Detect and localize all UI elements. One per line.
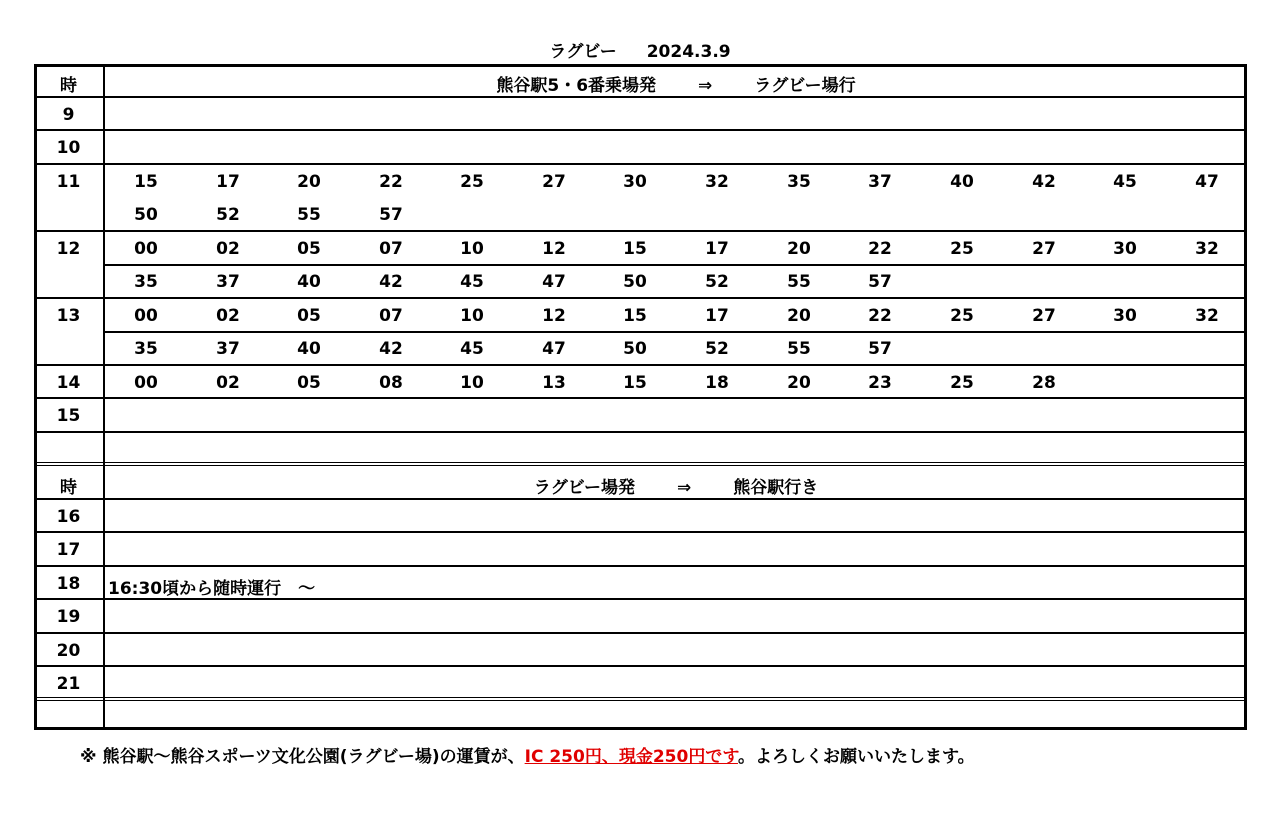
departure-minute: 23: [868, 372, 892, 393]
departure-minute: 40: [297, 272, 321, 292]
departure-minute: 50: [623, 339, 647, 359]
route-from: 熊谷駅5・6番乗場発: [496, 76, 657, 96]
hour-label: 時: [60, 76, 77, 96]
departure-minute: 15: [623, 238, 647, 259]
fare-note: [80, 742, 975, 767]
operation-note: 16:30頃から随時運行 ～: [108, 578, 316, 599]
departure-minute: 17: [705, 238, 729, 259]
timetable-row: [34, 98, 1247, 132]
hour-label: 時: [60, 478, 77, 498]
departure-minute: 05: [297, 305, 321, 326]
departure-minute: 37: [868, 171, 892, 192]
departure-minute: 32: [1195, 305, 1219, 326]
departure-minute: 08: [379, 372, 403, 393]
departure-minute: 17: [216, 171, 240, 192]
departure-minute: 25: [950, 305, 974, 326]
timetable-row: [34, 533, 1247, 567]
departure-minute: 32: [705, 171, 729, 192]
departure-minute: 00: [134, 305, 158, 326]
departure-minute: 32: [1195, 238, 1219, 259]
departure-minute: 12: [542, 238, 566, 259]
departure-minute: 30: [623, 171, 647, 192]
hour-label: 21: [56, 674, 81, 694]
departure-minute: 27: [1032, 238, 1056, 259]
departure-minute: 02: [216, 238, 240, 259]
hour-label: 11: [56, 171, 81, 192]
departure-minute: 28: [1032, 372, 1056, 393]
departure-minute: 57: [868, 272, 892, 292]
title-date: 2024.3.9: [646, 42, 731, 62]
departure-minute: 10: [460, 305, 484, 326]
departure-minute: 15: [623, 372, 647, 393]
departure-minute: 12: [542, 305, 566, 326]
departure-minute: 55: [787, 339, 811, 359]
departure-minute: 17: [705, 305, 729, 326]
departure-minute: 40: [950, 171, 974, 192]
departure-minute: 35: [134, 272, 158, 292]
hour-label: 19: [56, 607, 81, 627]
departure-minute: 00: [134, 372, 158, 393]
route-to: 熊谷駅行き: [733, 478, 819, 498]
timetable-row: [34, 634, 1247, 668]
departure-minute: 10: [460, 238, 484, 259]
fare-note-prefix: ※ 熊谷駅～熊谷スポーツ文化公園(ラグビー場)の運賃が、: [80, 747, 525, 767]
departure-minute: 47: [1195, 171, 1219, 192]
departure-minute: 30: [1113, 238, 1137, 259]
hour-label: 9: [62, 104, 75, 125]
departure-minute: 42: [1032, 171, 1056, 192]
departure-minute: 52: [705, 339, 729, 359]
hour-label: 18: [56, 573, 81, 594]
departure-minute: 15: [623, 305, 647, 326]
departure-minute: 02: [216, 305, 240, 326]
departure-minute: 22: [868, 238, 892, 259]
departure-minute: 57: [868, 339, 892, 359]
route-from: ラグビー場発: [533, 478, 636, 498]
departure-minute: 27: [1032, 305, 1056, 326]
hour-label: 10: [56, 138, 81, 158]
departure-minute: 20: [787, 305, 811, 326]
departure-minute: 37: [216, 272, 240, 292]
departure-minute: 52: [216, 205, 240, 225]
timetable-row: [34, 600, 1247, 634]
departure-minute: 27: [542, 171, 566, 192]
hour-label: 14: [56, 372, 81, 393]
departure-minute: 42: [379, 272, 403, 292]
departure-minute: 15: [134, 171, 158, 192]
departure-minute: 35: [787, 171, 811, 192]
line-separator: [105, 331, 1247, 333]
departure-minute: 20: [297, 171, 321, 192]
hour-label: 13: [56, 305, 81, 326]
departure-minute: 30: [1113, 305, 1137, 326]
departure-minute: 25: [950, 238, 974, 259]
route-arrow: ⇒: [698, 76, 713, 96]
departure-minute: 07: [379, 238, 403, 259]
hour-label: 17: [56, 540, 81, 560]
route-arrow: ⇒: [677, 478, 692, 498]
spacer-row: [34, 433, 1247, 467]
departure-minute: 18: [705, 372, 729, 393]
departure-minute: 35: [134, 339, 158, 359]
route-to: ラグビー場行: [754, 76, 856, 96]
departure-minute: 05: [297, 372, 321, 393]
departure-minute: 52: [705, 272, 729, 292]
route-header: [105, 71, 1247, 96]
departure-minute: 22: [379, 171, 403, 192]
departure-minute: 50: [134, 205, 158, 225]
departure-minute: 55: [787, 272, 811, 292]
departure-minute: 22: [868, 305, 892, 326]
hour-label: 20: [56, 640, 81, 661]
timetable-row: [34, 399, 1247, 433]
departure-minute: 05: [297, 238, 321, 259]
timetable-row: [34, 500, 1247, 534]
timetable-row: [34, 667, 1247, 701]
departure-minute: 50: [623, 272, 647, 292]
fare-note-highlight: IC 250円、現金250円です: [524, 747, 738, 767]
departure-minute: 45: [1113, 171, 1137, 192]
departure-minute: 13: [542, 372, 566, 393]
departure-minute: 45: [460, 339, 484, 359]
departure-minute: 00: [134, 238, 158, 259]
departure-minute: 10: [460, 372, 484, 393]
departure-minute: 25: [460, 171, 484, 192]
hour-label: 16: [56, 506, 81, 527]
departure-minute: 57: [379, 205, 403, 225]
departure-minute: 20: [787, 372, 811, 393]
hour-label: 12: [56, 238, 81, 259]
departure-minute: 47: [542, 272, 566, 292]
departure-minute: 02: [216, 372, 240, 393]
departure-minute: 45: [460, 272, 484, 292]
line-separator: [105, 264, 1247, 266]
departure-minute: 25: [950, 372, 974, 393]
page-title: [0, 37, 1280, 62]
route-header: [105, 473, 1247, 498]
timetable-row: [34, 131, 1247, 165]
title-name: ラグビー: [549, 42, 617, 62]
departure-minute: 37: [216, 339, 240, 359]
departure-minute: 40: [297, 339, 321, 359]
hour-label: 15: [56, 406, 81, 426]
fare-note-suffix: 。よろしくお願いいたします。: [737, 747, 975, 767]
departure-minute: 47: [542, 339, 566, 359]
departure-minute: 42: [379, 339, 403, 359]
departure-minute: 07: [379, 305, 403, 326]
departure-minute: 20: [787, 238, 811, 259]
departure-minute: 55: [297, 205, 321, 225]
